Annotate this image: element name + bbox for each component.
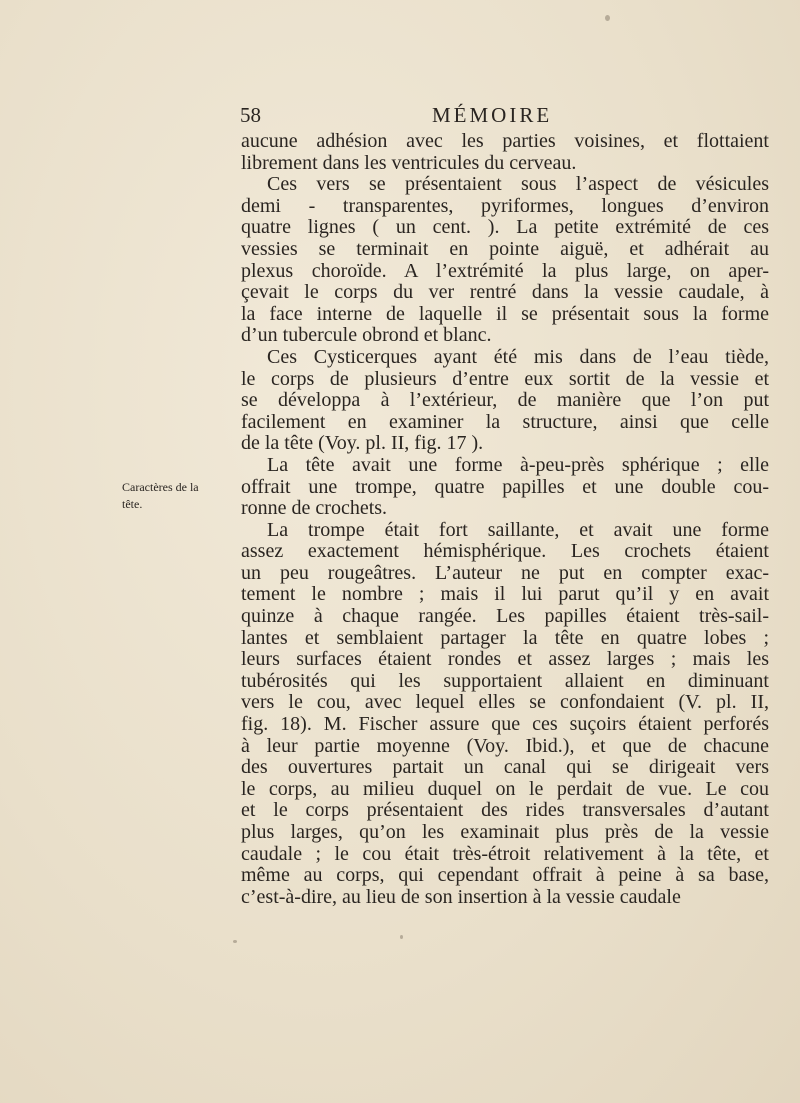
text-line: plus larges, qu’on les examinait plus près de la vessie [241,821,769,843]
body-text [241,131,769,908]
text-line: La trompe était fort saillante, et avait une forme [267,518,769,541]
text-line: des ouvertures partait un canal qui se dirigeait vers [241,756,769,779]
text-line: tement le nombre ; mais il lui parut qu’il y en avait [241,583,769,606]
text-line: quinze à chaque rangée. Les papilles étaient très-sail- [241,605,769,628]
text-line: plexus choroïde. A l’extrémité la plus large, on aper- [241,259,769,282]
margin-note [122,479,237,513]
text-line: la face interne de laquelle il se présentait sous la forme [241,302,769,325]
page-header [240,103,760,133]
text-line: ronne de crochets. [241,497,388,520]
text-line: librement dans les ventricules du cerveau. [241,151,577,174]
text-line: fig. 18). M. Fischer assure que ces suçoirs étaient perforés [241,713,769,736]
text-line: assez exactement hémisphérique. Les crochets étaient [241,540,769,563]
text-line: offrait une trompe, quatre papilles et une double cou- [241,475,769,498]
running-title: MÉMOIRE [432,103,553,127]
text-line: de la tête (Voy. pl. II, fig. 17 ). [241,432,484,455]
text-line: même au corps, qui cependant offrait à peine à sa base, [241,864,769,887]
text-line: facilement en examiner la structure, ainsi que celle [241,410,769,433]
paper-speck [400,935,403,939]
text-line: Ces vers se présentaient sous l’aspect de vésicules [267,173,769,196]
text-line: quatre lignes ( un cent. ). La petite extrémité de ces [241,216,769,239]
text-line: à leur partie moyenne (Voy. Ibid.), et que de chacune [241,734,769,757]
text-line: un peu rougeâtres. L’auteur ne put en compter exac- [241,561,769,584]
text-line: vers le cou, avec lequel elles se confondaient (V. pl. II, [241,691,769,714]
text-line: tubérosités qui les supportaient allaient en diminuant [241,669,769,692]
margin-note-line: tête. [122,497,143,511]
text-line: le corps de plusieurs d’entre eux sortit de la vessie et [241,367,769,390]
text-line: c’est-à-dire, au lieu de son insertion à la vessie caudale [241,885,681,908]
text-line: demi - transparentes, pyriformes, longues d’environ [241,194,769,217]
paper-speck [605,15,610,21]
page-number: 58 [240,103,261,127]
text-line: leurs surfaces étaient rondes et assez larges ; mais les [241,648,769,671]
text-line: La tête avait une forme à-peu-près sphérique ; elle [267,453,769,476]
text-line: le corps, au milieu duquel on le perdait de vue. Le cou [241,777,769,800]
text-line: d’un tubercule obrond et blanc. [241,324,492,347]
text-line: çevait le corps du ver rentré dans la vessie caudale, à [241,281,769,304]
margin-note-line: Caractères de la [122,480,199,494]
text-line: lantes et semblaient partager la tête en quatre lobes ; [241,626,769,649]
paper-speck [233,940,237,943]
text-line: Ces Cysticerques ayant été mis dans de l’eau tiède, [267,345,769,368]
text-line: caudale ; le cou était très-étroit relativement à la tête, et [241,842,769,865]
text-line: vessies se terminait en pointe aiguë, et adhérait au [241,237,769,260]
text-line: aucune adhésion avec les parties voisines, et flottaient [241,130,769,152]
text-line: se développa à l’extérieur, de manière que l’on put [241,389,769,412]
text-line: et le corps présentaient des rides transversales d’autant [241,799,769,822]
